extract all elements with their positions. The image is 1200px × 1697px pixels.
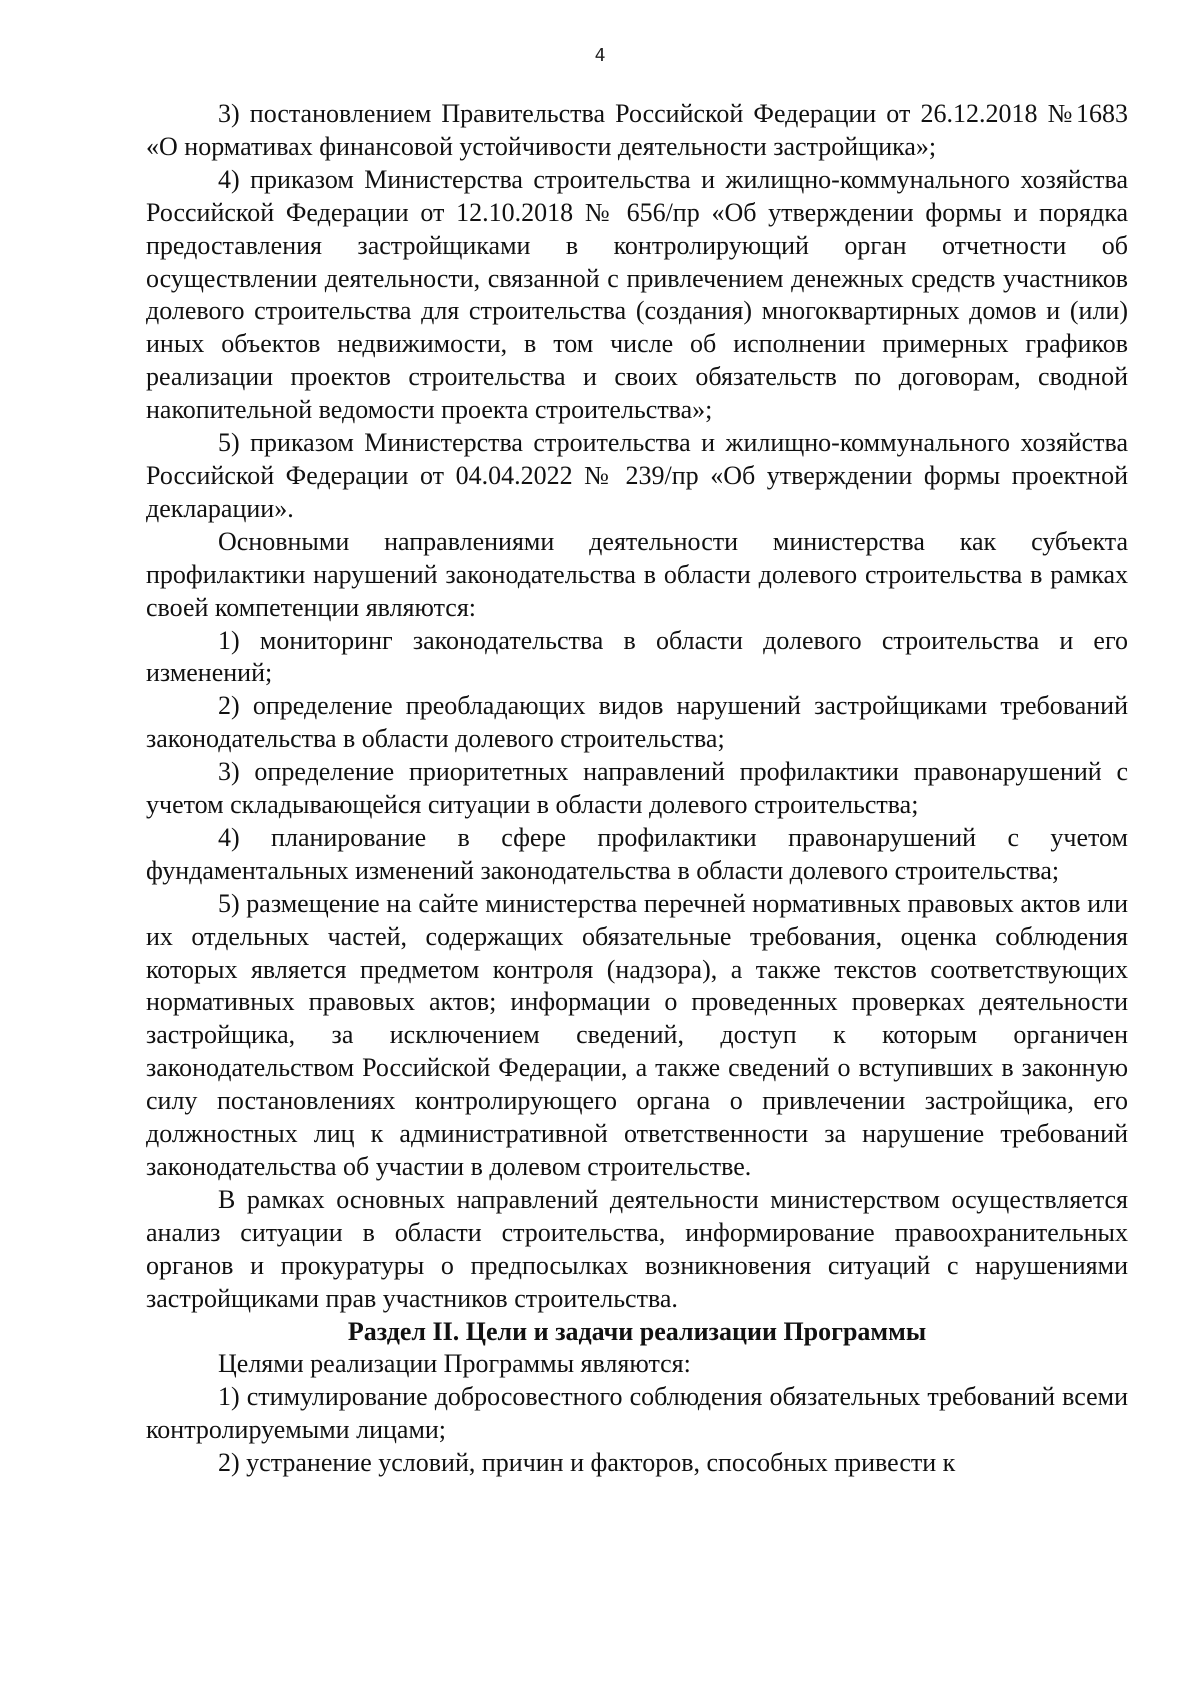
list-item-regulation-1683: 3) постановлением Правительства Российской Федерации от 26.12.2018 №1683 «О нормативах финансовой устойчивости деятельности застройщика»; (146, 99, 1128, 161)
direction-item-priorities: 3) определение приоритетных направлений профилактики правонарушений с учетом складывающейся ситуации в области долевого строительства; (146, 757, 1128, 820)
direction-item-planning: 4) планирование в сфере профилактики правонарушений с учетом фундаментальных изменений законодательства в области долевого строительства; (146, 822, 1128, 885)
document-body (146, 98, 1128, 1480)
list-item-order-239: 5) приказом Министерства строительства и жилищно-коммунального хозяйства Российской Федерации от 04.04.2022 № 239/пр «Об утверждении формы проектной декларации». (146, 428, 1128, 523)
direction-item-violations: 2) определение преобладающих видов нарушений застройщиками требований законодательства в области долевого строительства; (146, 691, 1128, 754)
goal-item-elimination: 2) устранение условий, причин и факторов, способных привести к (218, 1448, 956, 1478)
direction-item-monitoring: 1) мониторинг законодательства в области долевого строительства и его изменений; (146, 625, 1128, 688)
section-heading: Раздел II. Цели и задачи реализации Программы (347, 1316, 927, 1346)
analysis-paragraph: В рамках основных направлений деятельности министерством осуществляется анализ ситуации в области строительства, информирование правоохранительных органов и прокуратуры о предпосылках возникновения ситуаций с нарушениями застройщиками прав участников строительства. (146, 1184, 1128, 1313)
page-number: 4 (594, 45, 606, 66)
directions-intro-paragraph: Основными направлениями деятельности министерства как субъекта профилактики нарушений законодательства в области долевого строительства в рамках своей компетенции являются: (146, 526, 1128, 622)
list-item-order-656: 4) приказом Министерства строительства и жилищно-коммунального хозяйства Российской Федерации от 12.10.2018 № 656/пр «Об утверждении формы и порядка предоставления застройщиками в контролирующий орган отчетности об осуществлении деятельности, связанной с привлечением денежных средств участников долевого строительства для строительства (создания) многоквартирных домов и (или) иных объектов недвижимости, в том числе об исполнении примерных графиков реализации проектов строительства и своих обязательств по договорам, сводной накопительной ведомости проекта строительства»; (146, 164, 1128, 425)
goals-intro-paragraph: Целями реализации Программы являются: (218, 1349, 691, 1379)
goal-item-compliance: 1) стимулирование добросовестного соблюдения обязательных требований всеми контролируемыми лицами; (146, 1382, 1128, 1445)
direction-item-publication: 5) размещение на сайте министерства перечней нормативных правовых актов или их отдельных частей, содержащих обязательные требования, оценка соблюдения которых является предметом контроля (надзора), а также текстов соответствующих нормативных правовых актов; информации о проведенных проверках деятельности застройщика, за исключением сведений, доступ к которым органичен законодательством Российской Федерации, а также сведений о вступивших в законную силу постановлениях контролирующего органа о привлечении застройщика, его должностных лиц к административной ответственности за нарушение требований законодательства об участии в долевом строительстве. (146, 888, 1128, 1181)
